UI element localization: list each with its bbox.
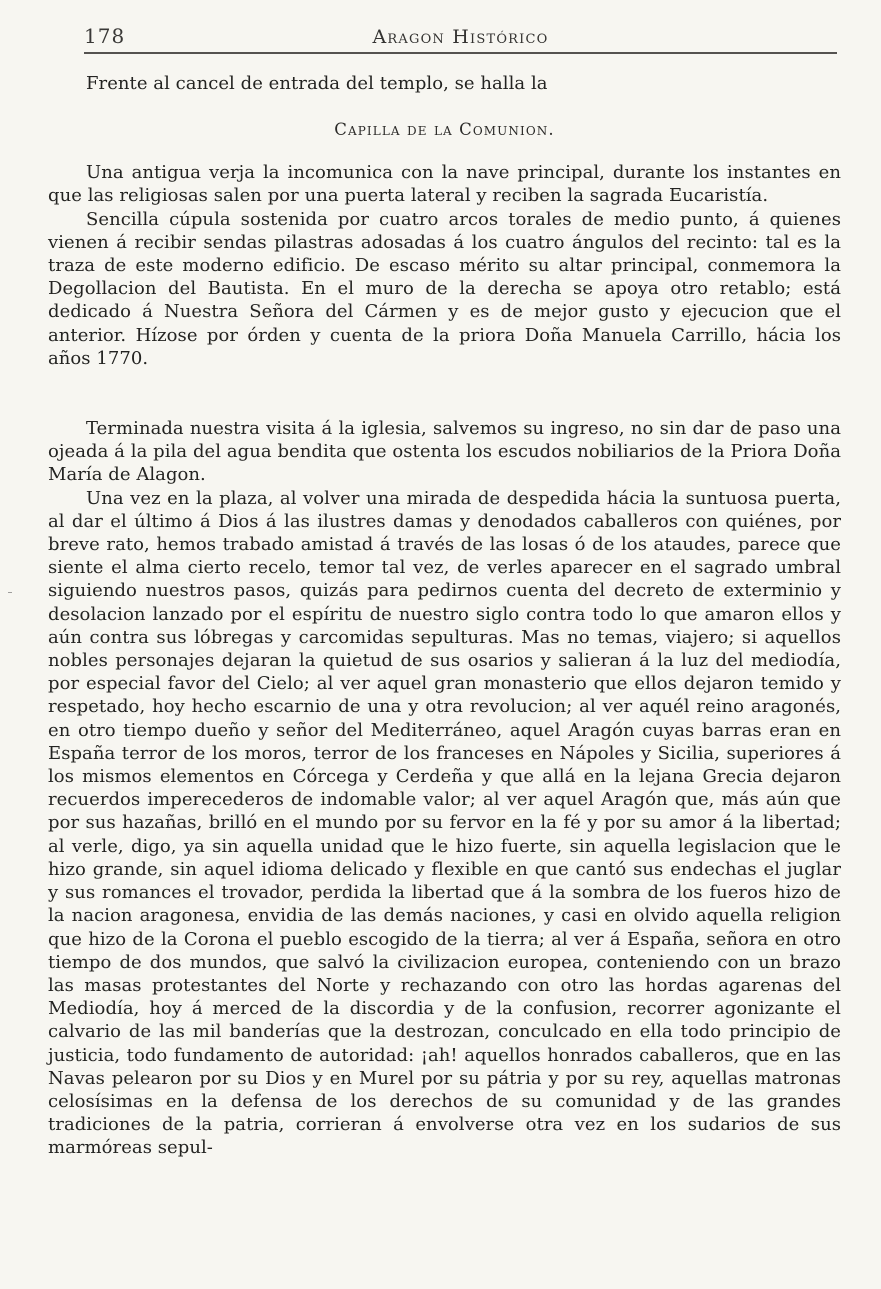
margin-mark: [8, 592, 12, 593]
paragraph: Sencilla cúpula sostenida por cuatro arcos torales de medio punto, á quienes vienen á recibir sendas pilastras adosadas á los cuatro ángulos del recinto: tal es la traza de este moderno edificio. De escaso mérito su altar principal, conmemora la Degollacion del Bautista. En el muro de la derecha se apoya otro retablo; está dedicado á Nuestra Señora del Cármen y es de mejor gusto y ejecucion que el anterior. Hízose por órden y cuenta de la priora Doña Manuela Carrillo, hácia los años 1770.: [48, 208, 841, 369]
paragraph-gap: [48, 370, 841, 417]
intro-line: Frente al cancel de entrada del templo, se halla la: [86, 73, 548, 94]
running-header: [84, 24, 837, 50]
running-title: Aragon Histórico: [372, 26, 549, 48]
document-body: [48, 72, 841, 1160]
page-number: 178: [84, 24, 126, 48]
paragraph: Terminada nuestra visita á la iglesia, salvemos su ingreso, no sin dar de paso una ojeada á la pila del agua bendita que ostenta los escudos nobiliarios de la Priora Doña María de Alagon.: [48, 418, 841, 486]
section-heading: Capilla de la Comunion.: [334, 120, 555, 140]
header-divider: [84, 52, 837, 54]
paragraph: Una vez en la plaza, al volver una mirada de despedida hácia la suntuosa puerta, al dar el último á Dios á las ilustres damas y denodados caballeros con quiénes, por breve rato, hemos trabado amistad á través de las losas ó de los ataudes, parece que siente el alma cierto recelo, temor tal vez, de verles aparecer en el sagrado umbral siguiendo nuestros pasos, quizás para pedirnos cuenta del decreto de exterminio y desolacion lanzado por el espíritu de nuestro siglo contra todo lo que amaron ellos y aún contra sus lóbregas y carcomidas sepulturas. Mas no temas, viajero; si aquellos nobles personajes dejaran la quietud de sus osarios y salieran á la luz del mediodía, por especial favor del Cielo; al ver aquel gran monasterio que ellos dejaron temido y respetado, hoy hecho escarnio de una y otra revolucion; al ver aquél reino aragonés, en otro tiempo dueño y señor del Mediterráneo, aquel Aragón cuyas barras eran en España terror de los moros, terror de los franceses en Nápoles y Sicilia, superiores á los mismos elementos en Córcega y Cerdeña y que allá en la lejana Grecia dejaron recuerdos imperecederos de indomable valor; al ver aquel Aragón que, más aún que por sus hazañas, brilló en el mundo por su fervor en la fé y por su amor á la libertad; al verle, digo, ya sin aquella unidad que le hizo fuerte, sin aquella legislacion que le hizo grande, sin aquel idioma delicado y flexible en que cantó sus endechas el juglar y sus romances el trovador, perdida la libertad que á la sombra de los fueros hizo de la nacion aragonesa, envidia de las demás naciones, y casi en olvido aquella religion que hizo de la Corona el pueblo escogido de la tierra; al ver á España, señora en otro tiempo de dos mundos, que salvó la civilizacion europea, conteniendo con un brazo las masas protestantes del Norte y rechazando con otro las hordas agarenas del Mediodía, hoy á merced de la discordia y de la confusion, recorrer agonizante el calvario de las mil banderías que la destrozan, conculcado en ella todo principio de justicia, todo fundamento de autoridad: ¡ah! aquellos honrados caballeros, que en las Navas pelearon por su Dios y en Murel por su pátria y por su rey, aquellas matronas celosísimas en la defensa de los derechos de su comunidad y de las grandes tradiciones de la patria, corrieran á envolverse otra vez en los sudarios de sus marmóreas sepul-: [48, 487, 841, 1159]
paragraph: Una antigua verja la incomunica con la nave principal, durante los instantes en que las religiosas salen por una puerta lateral y reciben la sagrada Eucaristía.: [48, 162, 841, 207]
